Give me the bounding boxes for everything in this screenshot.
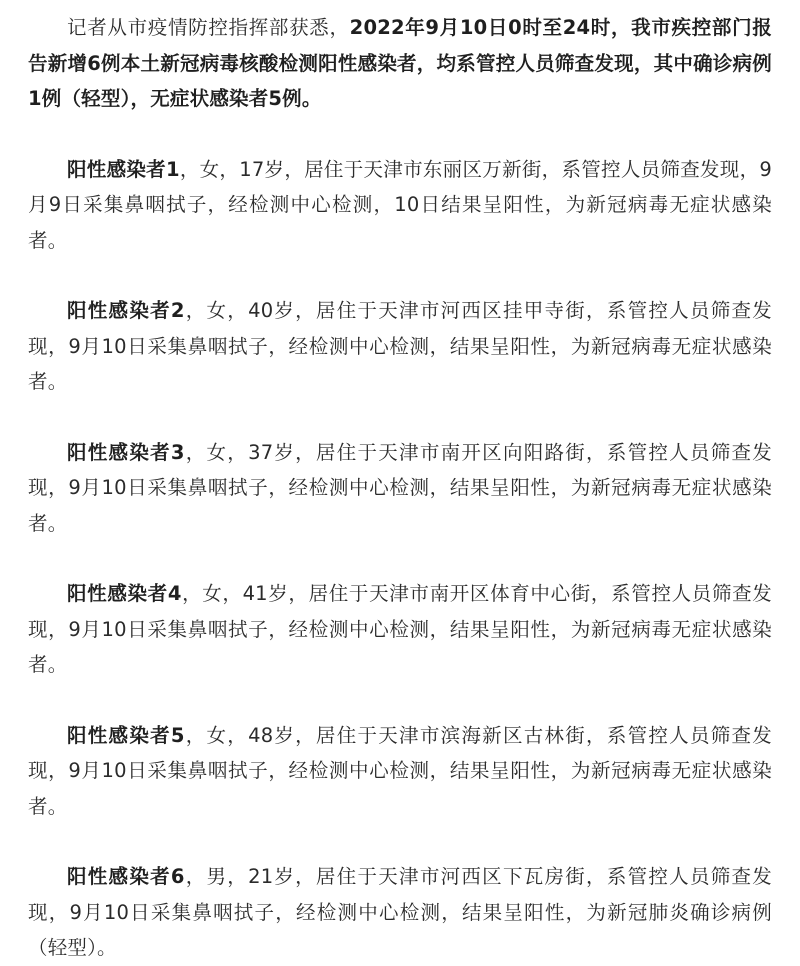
case-paragraph-3 <box>28 435 772 542</box>
case-detail: ，女，37岁，居住于天津市南开区向阳路街，系管控人员筛查发现，9月10日采集鼻咽拭子，经检测中心检测，结果呈阳性，为新冠病毒无症状感染者。 <box>28 440 772 535</box>
case-detail: ，女，41岁，居住于天津市南开区体育中心街，系管控人员筛查发现，9月10日采集鼻咽拭子，经检测中心检测，结果呈阳性，为新冠病毒无症状感染者。 <box>28 582 772 676</box>
intro-summary-bold: 2022年9月10日0时至24时，我市疾控部门报告新增6例本土新冠病毒核酸检测阳性感染者，均系管控人员筛查发现，其中确诊病例1例（轻型），无症状感染者5例。 <box>28 16 772 110</box>
case-label: 阳性感染者5 <box>67 723 185 747</box>
case-paragraph-1 <box>28 152 772 259</box>
case-detail: ，男，21岁，居住于天津市河西区下瓦房街，系管控人员筛查发现，9月10日采集鼻咽拭子，经检测中心检测，结果呈阳性，为新冠肺炎确诊病例（轻型）。 <box>28 865 772 959</box>
case-detail: ，女，40岁，居住于天津市河西区挂甲寺街，系管控人员筛查发现，9月10日采集鼻咽拭子，经检测中心检测，结果呈阳性，为新冠病毒无症状感染者。 <box>28 299 772 393</box>
case-paragraph-5 <box>28 718 772 825</box>
case-label: 阳性感染者2 <box>67 299 185 322</box>
case-paragraph-4 <box>28 576 772 683</box>
case-paragraph-6 <box>28 859 772 966</box>
case-detail: ，女，48岁，居住于天津市滨海新区古林街，系管控人员筛查发现，9月10日采集鼻咽拭子，经检测中心检测，结果呈阳性，为新冠病毒无症状感染者。 <box>28 723 772 818</box>
case-detail: ，女，17岁，居住于天津市东丽区万新街，系管控人员筛查发现，9月9日采集鼻咽拭子，经检测中心检测，10日结果呈阳性，为新冠病毒无症状感染者。 <box>28 157 772 252</box>
intro-lead-text: 记者从市疫情防控指挥部获悉， <box>67 16 350 39</box>
case-paragraph-2 <box>28 293 772 400</box>
case-label: 阳性感染者1 <box>67 157 180 181</box>
case-label: 阳性感染者4 <box>67 582 182 605</box>
article-body <box>28 10 772 966</box>
case-label: 阳性感染者6 <box>67 865 185 888</box>
intro-paragraph <box>28 10 772 117</box>
case-label: 阳性感染者3 <box>67 440 185 464</box>
